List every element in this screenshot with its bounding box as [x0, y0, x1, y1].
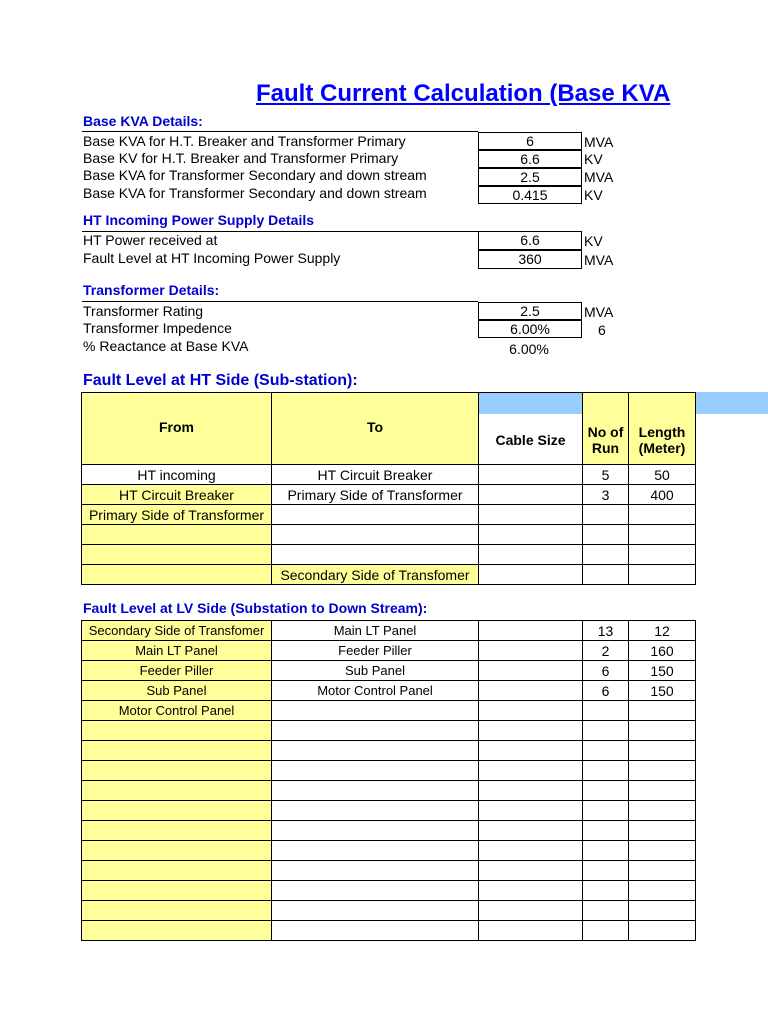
no-of-run-cell[interactable] — [583, 701, 629, 721]
no-of-run-cell[interactable] — [583, 761, 629, 781]
ht-supply-label-2: Fault Level at HT Incoming Power Supply — [83, 250, 341, 266]
length-cell[interactable] — [629, 761, 696, 781]
cable-size-cell[interactable] — [479, 901, 583, 921]
table-row — [82, 661, 696, 681]
cable-size-cell[interactable] — [479, 701, 583, 721]
length-cell[interactable] — [629, 741, 696, 761]
table-row — [82, 861, 696, 881]
base-kva-value-3[interactable]: 2.5 — [478, 168, 582, 186]
base-kva-unit-2: KV — [584, 151, 603, 167]
no-of-run-cell[interactable] — [583, 545, 629, 565]
length-cell[interactable] — [629, 525, 696, 545]
no-of-run-cell[interactable]: 6 — [583, 681, 629, 701]
table-row — [82, 621, 696, 641]
no-of-run-cell[interactable] — [583, 921, 629, 941]
base-kva-unit-4: KV — [584, 187, 603, 203]
to-cell[interactable] — [272, 505, 479, 525]
ht-side-table — [81, 392, 696, 585]
cable-size-cell[interactable] — [479, 821, 583, 841]
table-row — [82, 821, 696, 841]
to-cell[interactable] — [272, 781, 479, 801]
from-cell[interactable]: Secondary Side of Transfomer — [82, 621, 272, 641]
cable-size-cell[interactable] — [479, 721, 583, 741]
no-of-run-cell[interactable] — [583, 741, 629, 761]
from-cell[interactable] — [82, 525, 272, 545]
cable-size-cell[interactable] — [479, 781, 583, 801]
to-cell[interactable]: Primary Side of Transformer — [272, 485, 479, 505]
table-row — [82, 761, 696, 781]
col-header-no-of-run: No of Run — [583, 393, 629, 465]
no-of-run-cell[interactable]: 5 — [583, 465, 629, 485]
from-cell[interactable]: Motor Control Panel — [82, 701, 272, 721]
no-of-run-cell[interactable]: 2 — [583, 641, 629, 661]
base-kva-value-2[interactable]: 6.6 — [478, 150, 582, 168]
table-row — [82, 681, 696, 701]
length-cell[interactable] — [629, 821, 696, 841]
length-cell[interactable]: 150 — [629, 661, 696, 681]
to-cell[interactable] — [272, 901, 479, 921]
base-kva-label-3: Base KVA for Transformer Secondary and down stream — [83, 167, 427, 183]
length-cell[interactable] — [629, 861, 696, 881]
from-cell[interactable]: HT incoming — [82, 465, 272, 485]
length-cell[interactable]: 160 — [629, 641, 696, 661]
to-cell[interactable]: Sub Panel — [272, 661, 479, 681]
divider — [82, 301, 478, 302]
table-row — [82, 565, 696, 585]
length-cell[interactable]: 50 — [629, 465, 696, 485]
from-cell[interactable]: Primary Side of Transformer — [82, 505, 272, 525]
table-row — [82, 545, 696, 565]
base-kva-unit-3: MVA — [584, 169, 614, 185]
no-of-run-cell[interactable] — [583, 821, 629, 841]
table-row — [82, 781, 696, 801]
col-header-to: To — [272, 393, 479, 465]
lv-side-heading: Fault Level at LV Side (Substation to Down Stream): — [83, 600, 428, 616]
table-row — [82, 465, 696, 485]
length-cell[interactable] — [629, 841, 696, 861]
table-row — [82, 881, 696, 901]
length-cell[interactable] — [629, 701, 696, 721]
no-of-run-cell[interactable] — [583, 505, 629, 525]
ht-supply-value-1[interactable]: 6.6 — [478, 231, 582, 250]
from-cell[interactable]: HT Circuit Breaker — [82, 485, 272, 505]
from-cell[interactable] — [82, 741, 272, 761]
table-row — [82, 801, 696, 821]
no-of-run-cell[interactable] — [583, 721, 629, 741]
cable-size-cell[interactable] — [479, 525, 583, 545]
transformer-unit-1: MVA — [584, 304, 614, 320]
cable-size-cell[interactable] — [479, 661, 583, 681]
no-of-run-cell[interactable] — [583, 801, 629, 821]
no-of-run-cell[interactable] — [583, 781, 629, 801]
ht-supply-unit-1: KV — [584, 233, 603, 249]
to-cell[interactable] — [272, 721, 479, 741]
from-cell[interactable] — [82, 861, 272, 881]
transformer-value-2[interactable]: 6.00% — [478, 320, 582, 338]
ht-supply-heading: HT Incoming Power Supply Details — [83, 212, 315, 228]
cable-size-cell[interactable] — [479, 841, 583, 861]
table-row — [82, 901, 696, 921]
table-row — [82, 721, 696, 741]
no-of-run-cell[interactable]: 6 — [583, 661, 629, 681]
transformer-label-2: Transformer Impedence — [83, 320, 232, 336]
length-cell[interactable] — [629, 781, 696, 801]
length-cell[interactable]: 12 — [629, 621, 696, 641]
cable-size-cell[interactable] — [479, 545, 583, 565]
cable-size-cell[interactable] — [479, 465, 583, 485]
to-cell[interactable] — [272, 761, 479, 781]
to-cell[interactable] — [272, 525, 479, 545]
to-cell[interactable] — [272, 801, 479, 821]
cable-size-cell[interactable] — [479, 881, 583, 901]
col-header-length: Length (Meter) — [629, 393, 696, 465]
table-row — [82, 921, 696, 941]
ht-side-heading: Fault Level at HT Side (Sub-station): — [83, 372, 358, 389]
transformer-unit-2: 6 — [598, 322, 606, 338]
cable-size-cell[interactable] — [479, 761, 583, 781]
to-cell[interactable]: HT Circuit Breaker — [272, 465, 479, 485]
length-cell[interactable] — [629, 565, 696, 585]
cable-size-cell[interactable] — [479, 485, 583, 505]
from-cell[interactable]: Feeder Piller — [82, 661, 272, 681]
ht-supply-unit-2: MVA — [584, 252, 614, 268]
to-cell[interactable] — [272, 861, 479, 881]
to-cell[interactable]: Secondary Side of Transfomer — [272, 565, 479, 585]
from-cell[interactable] — [82, 801, 272, 821]
from-cell[interactable] — [82, 881, 272, 901]
length-cell[interactable] — [629, 721, 696, 741]
no-of-run-cell[interactable] — [583, 901, 629, 921]
base-kva-label-2: Base KV for H.T. Breaker and Transformer Primary — [83, 150, 399, 166]
transformer-label-3: % Reactance at Base KVA — [83, 338, 249, 354]
from-cell[interactable] — [82, 821, 272, 841]
to-cell[interactable] — [272, 821, 479, 841]
no-of-run-cell[interactable] — [583, 841, 629, 861]
length-cell[interactable] — [629, 505, 696, 525]
from-cell[interactable] — [82, 721, 272, 741]
no-of-run-cell[interactable] — [583, 861, 629, 881]
ht-supply-label-1: HT Power received at — [83, 232, 218, 248]
from-cell[interactable]: Sub Panel — [82, 681, 272, 701]
cable-size-cell[interactable] — [479, 621, 583, 641]
cable-size-cell[interactable] — [479, 861, 583, 881]
transformer-value-3: 6.00% — [509, 341, 549, 357]
from-cell[interactable]: Main LT Panel — [82, 641, 272, 661]
transformer-value-1[interactable]: 2.5 — [478, 302, 582, 320]
from-cell[interactable] — [82, 761, 272, 781]
to-cell[interactable]: Motor Control Panel — [272, 681, 479, 701]
cable-size-cell[interactable] — [479, 565, 583, 585]
col-header-cable-size: Cable Size — [479, 393, 583, 465]
from-cell[interactable] — [82, 841, 272, 861]
no-of-run-cell[interactable] — [583, 565, 629, 585]
no-of-run-cell[interactable] — [583, 525, 629, 545]
base-kva-unit-1: MVA — [584, 134, 614, 150]
to-cell[interactable]: Main LT Panel — [272, 621, 479, 641]
ht-supply-value-2[interactable]: 360 — [478, 250, 582, 269]
length-cell[interactable] — [629, 901, 696, 921]
transformer-label-1: Transformer Rating — [83, 303, 204, 319]
table-row — [82, 741, 696, 761]
from-cell[interactable] — [82, 545, 272, 565]
no-of-run-cell[interactable]: 13 — [583, 621, 629, 641]
table-row — [82, 701, 696, 721]
divider — [82, 131, 478, 132]
table-row — [82, 641, 696, 661]
table-row — [82, 505, 696, 525]
cable-size-cell[interactable] — [479, 681, 583, 701]
transformer-heading: Transformer Details: — [83, 282, 220, 298]
page-title: Fault Current Calculation (Base KVA — [256, 80, 671, 107]
length-cell[interactable] — [629, 881, 696, 901]
cable-size-cell[interactable] — [479, 801, 583, 821]
length-cell[interactable]: 150 — [629, 681, 696, 701]
length-cell[interactable] — [629, 545, 696, 565]
from-cell[interactable] — [82, 921, 272, 941]
from-cell[interactable] — [82, 781, 272, 801]
base-kva-value-1[interactable]: 6 — [478, 132, 582, 150]
lv-side-table — [81, 620, 696, 941]
from-cell[interactable] — [82, 565, 272, 585]
base-kva-heading: Base KVA Details: — [83, 113, 203, 129]
table-row — [82, 485, 696, 505]
no-of-run-cell[interactable] — [583, 881, 629, 901]
cable-size-cell[interactable] — [479, 505, 583, 525]
to-cell[interactable]: Feeder Piller — [272, 641, 479, 661]
length-cell[interactable] — [629, 921, 696, 941]
from-cell[interactable] — [82, 901, 272, 921]
base-kva-label-4: Base KVA for Transformer Secondary and down stream — [83, 185, 427, 201]
table-row — [82, 841, 696, 861]
to-cell[interactable] — [272, 881, 479, 901]
table-row — [82, 525, 696, 545]
to-cell[interactable] — [272, 841, 479, 861]
col-header-from: From — [82, 393, 272, 465]
cable-size-cell[interactable] — [479, 741, 583, 761]
to-cell[interactable] — [272, 741, 479, 761]
to-cell[interactable] — [272, 701, 479, 721]
base-kva-value-4[interactable]: 0.415 — [478, 186, 582, 204]
to-cell[interactable] — [272, 545, 479, 565]
length-cell[interactable]: 400 — [629, 485, 696, 505]
to-cell[interactable] — [272, 921, 479, 941]
length-cell[interactable] — [629, 801, 696, 821]
cable-size-cell[interactable] — [479, 641, 583, 661]
base-kva-label-1: Base KVA for H.T. Breaker and Transformer Primary — [83, 133, 406, 149]
cable-size-cell[interactable] — [479, 921, 583, 941]
no-of-run-cell[interactable]: 3 — [583, 485, 629, 505]
